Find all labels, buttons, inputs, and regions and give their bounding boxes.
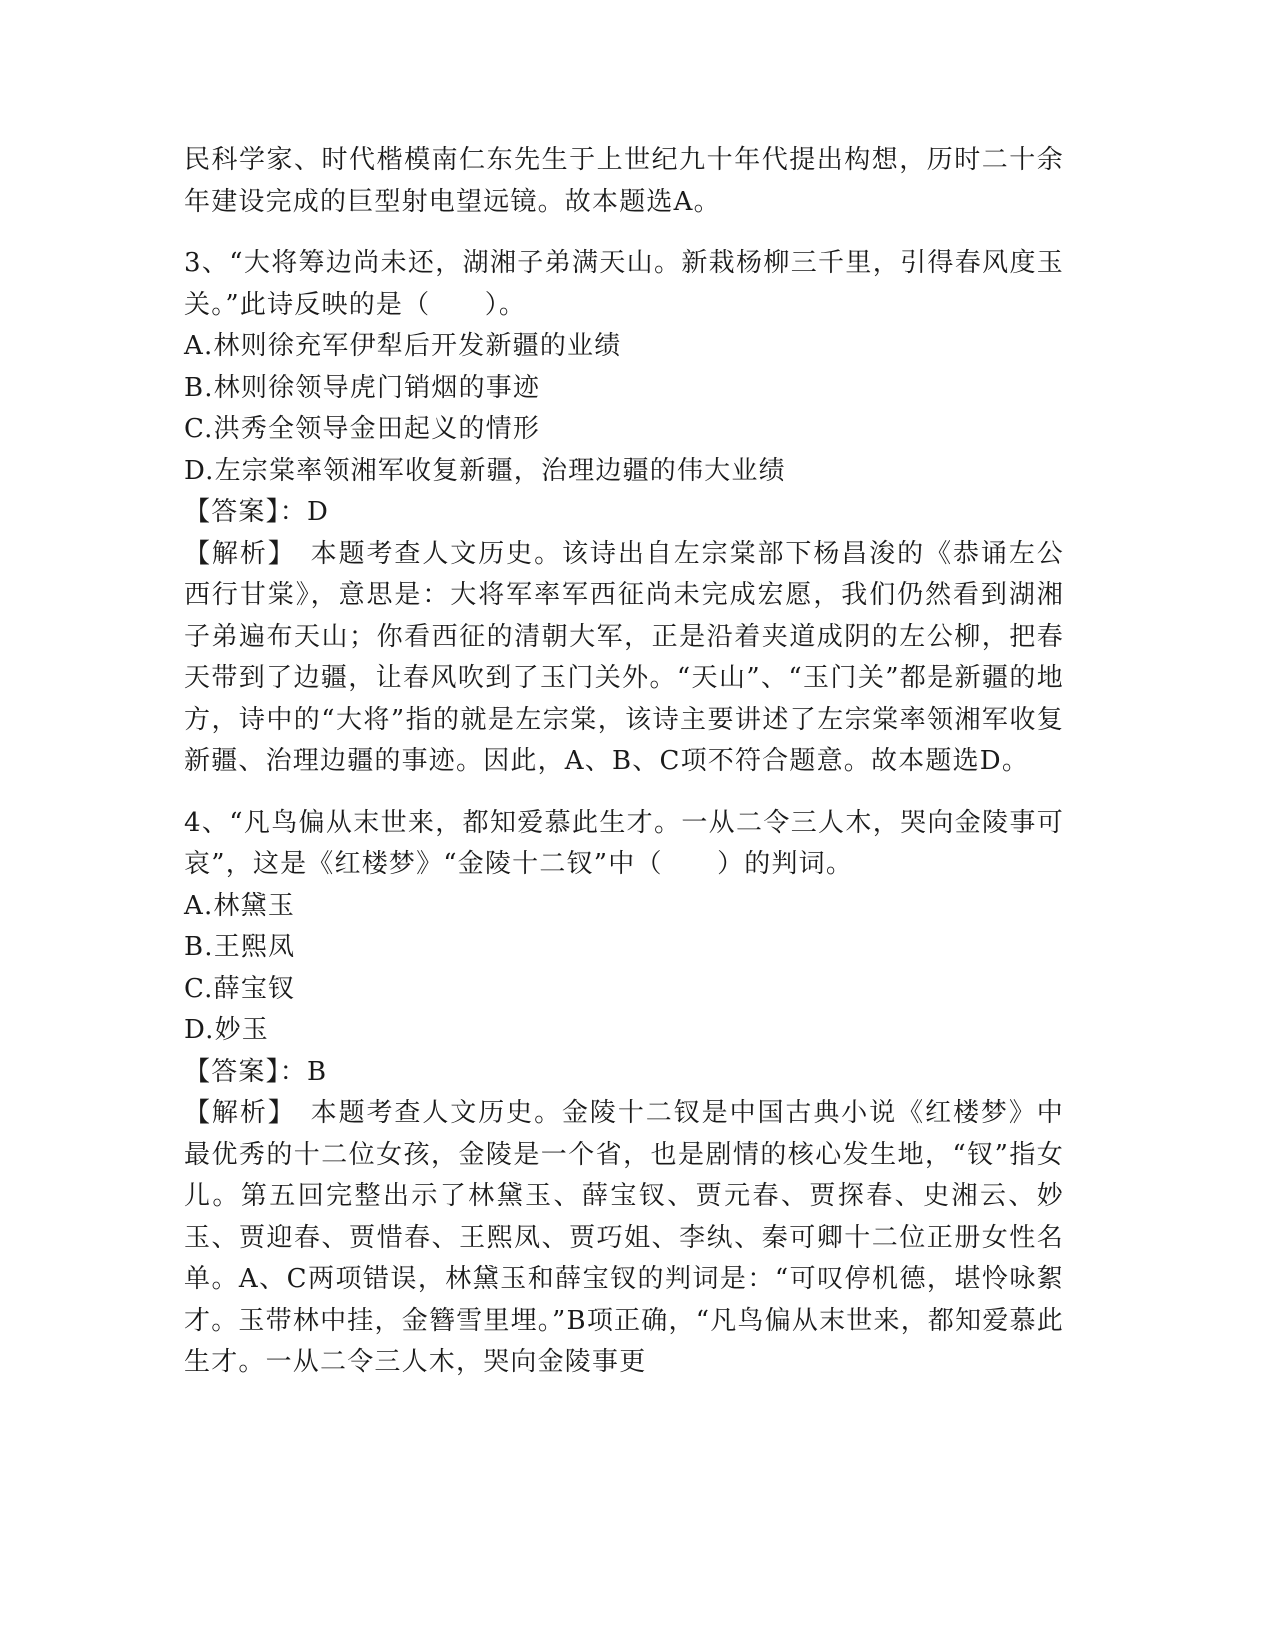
answer-label: 【答案】： [184, 497, 308, 527]
question-3-analysis: 【解析】 本题考查人文历史。该诗出自左宗棠部下杨昌浚的《恭诵左公西行甘棠》，意思是：大将军率军西征尚未完成宏愿，我们仍然看到湖湘子弟遍布天山；你看西征的清朝大军，正是沿着夹道成阴的左公柳，把春天带到了边疆，让春风吹到了玉门关外。“天山”、“玉门关”都是新疆的地方，诗中的“大将”指的就是左宗棠，该诗主要讲述了左宗棠率领湘军收复新疆、治理边疆的事迹。因此，A、B、C项不符合题意。故本题选D。 [184, 538, 1064, 776]
question-4 [184, 803, 1064, 1384]
answer-label: 【答案】： [184, 1056, 308, 1087]
question-3 [184, 243, 1064, 783]
question-4-analysis: 【解析】 本题考查人文历史。金陵十二钗是中国古典小说《红楼梦》中最优秀的十二位女孩，金陵是一个省，也是剧情的核心发生地，“钗”指女儿。第五回完整出示了林黛玉、薛宝钗、贾元春、贾探春、史湘云、妙玉、贾迎春、贾惜春、王熙凤、贾巧姐、李纨、秦可卿十二位正册女性名单。A、C两项错误，林黛玉和薛宝钗的判词是：“可叹停机德，堪怜咏絮才。玉带林中挂，金簪雪里埋。”B项正确，“凡鸟偏从末世来，都知爱慕此生才。一从二令三人木，哭向金陵事更 [184, 1098, 1064, 1377]
question-3-stem: 3、“大将筹边尚未还，湖湘子弟满天山。新栽杨柳三千里，引得春风度玉关。”此诗反映的是（ ）。 [184, 248, 1064, 320]
question-4-option-b: B.王熙凤 [184, 932, 296, 962]
answer-value: D [307, 497, 330, 527]
question-4-option-d: D.妙玉 [184, 1015, 269, 1045]
question-4-option-c: C.薛宝钗 [184, 973, 296, 1004]
question-4-answer [184, 1052, 1064, 1094]
document-page [184, 140, 1064, 1384]
answer-value: B [307, 1056, 328, 1087]
intro-paragraph: 民科学家、时代楷模南仁东先生于上世纪九十年代提出构想，历时二十余年建设完成的巨型射电望远镜。故本题选A。 [184, 145, 1064, 217]
question-3-answer [184, 492, 1064, 534]
question-3-option-b: B.林则徐领导虎门销烟的事迹 [184, 372, 541, 403]
question-3-option-d: D.左宗棠率领湘军收复新疆，治理边疆的伟大业绩 [184, 455, 786, 486]
question-4-stem: 4、“凡鸟偏从末世来，都知爱慕此生才。一从二令三人木，哭向金陵事可哀”，这是《红楼梦》“金陵十二钗”中（ ）的判词。 [184, 807, 1064, 879]
question-3-option-c: C.洪秀全领导金田起义的情形 [184, 414, 541, 444]
question-3-option-a: A.林则徐充军伊犁后开发新疆的业绩 [184, 331, 622, 361]
question-4-option-a: A.林黛玉 [184, 890, 296, 921]
